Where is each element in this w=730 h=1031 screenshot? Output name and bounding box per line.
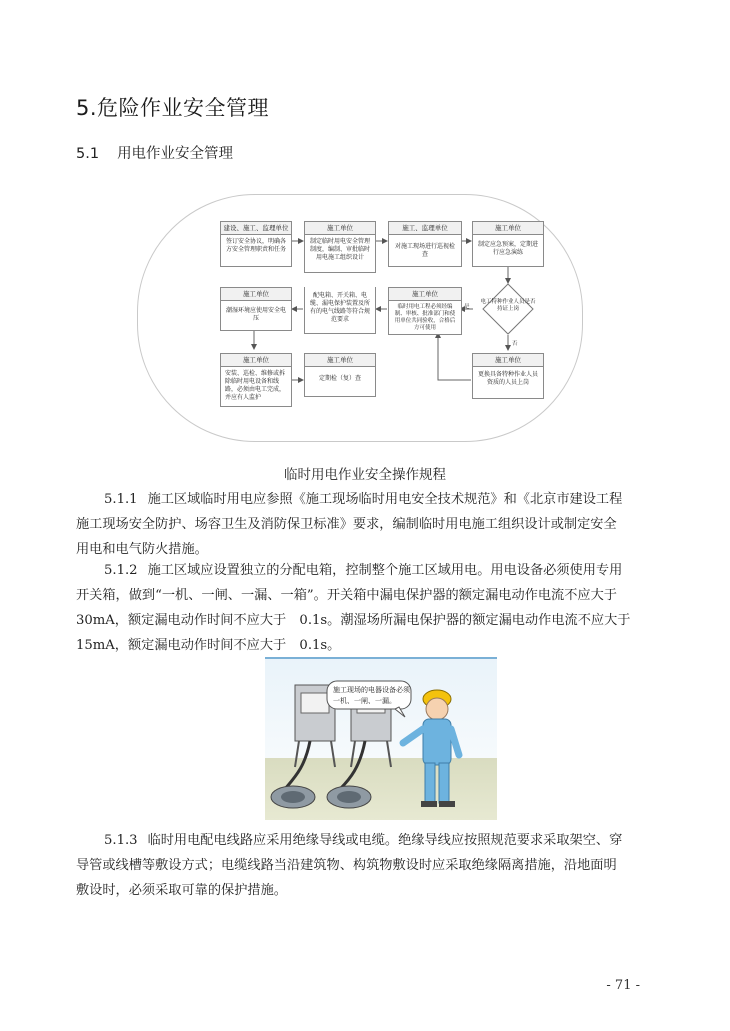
figure-caption: 临时用电作业安全操作规程	[284, 467, 446, 483]
flow-box-4: 施工单位 制定应急预案，定期进行应急演练	[472, 221, 544, 267]
illustration-drawing	[265, 657, 497, 820]
paragraph-number: 5.1.1	[104, 492, 138, 507]
flowchart	[137, 194, 583, 442]
flow-box-9: 施工单位 定期检（复）查	[304, 353, 376, 397]
paragraph-line: 敷设时，必须采取可靠的保护措施。	[76, 883, 287, 898]
decision-no-label: 否	[512, 341, 518, 347]
paragraph-line: 施工区域应设置独立的分配电箱，控制整个施工区域用电。用电设备必须使用专用	[147, 563, 623, 578]
subsection-number: 5.1	[76, 146, 100, 162]
decision-label: 电工特种作业人员是否持证上岗	[480, 299, 536, 312]
worker-figure	[403, 690, 459, 807]
paragraph-line: 15mA，额定漏电动作时间不应大于 0.1s。	[76, 638, 341, 653]
paragraph-5-1-1	[76, 487, 656, 562]
motor-icon	[271, 786, 315, 808]
paragraph-line: 30mA，额定漏电动作时间不应大于 0.1s。潮湿场所漏电保护器的额定漏电动作电流不应大于	[76, 613, 631, 628]
paragraph-line: 导管或线槽等敷设方式；电缆线路当沿建筑物、构筑物敷设时应采取绝缘隔离措施，沿地面明	[76, 858, 617, 873]
paragraph-line: 临时用电配电线路应采用绝缘导线或电缆。绝缘导线应按照规范要求采取架空、穿	[147, 833, 623, 848]
bubble-line: 一机、一闸、一漏。	[333, 697, 396, 705]
illustration	[265, 657, 497, 820]
decision-yes-label: 是	[464, 304, 470, 310]
section-heading: 5.危险作业安全管理	[76, 96, 270, 120]
flow-box-5: 施工单位 潮湿环境应使用安全电压	[220, 287, 292, 331]
paragraph-line: 用电和电气防火措施。	[76, 542, 208, 557]
flow-box-2: 施工单位 制定临时用电安全管理制度，编制、审批临时用电施工组织设计	[304, 221, 376, 273]
subsection-heading	[76, 142, 233, 163]
paragraph-number: 5.1.3	[104, 833, 138, 848]
paragraph-line: 施工现场安全防护、场容卫生及消防保卫标准》要求，编制临时用电施工组织设计或制定安全	[76, 517, 617, 532]
paragraph-line: 开关箱，做到“一机、一闸、一漏、一箱”。开关箱中漏电保护器的额定漏电动作电流不应大于	[76, 588, 617, 603]
paragraph-line: 施工区域临时用电应参照《施工现场临时用电安全技术规范》和《北京市建设工程	[147, 492, 623, 507]
paragraph-number: 5.1.2	[104, 563, 138, 578]
flow-box-1: 建设、施工、监理单位 签订安全协议，明确各方安全管理职责和任务	[220, 221, 292, 267]
flow-box-3: 施工、监理单位 对施工现场进行巡视检查	[388, 221, 462, 267]
bubble-line: 施工现场的电器设备必须	[333, 686, 410, 694]
subsection-title: 用电作业安全管理	[117, 146, 234, 162]
motor-icon	[327, 786, 371, 808]
flow-box-7: 施工单位 临时用电工程必须经编制、审核、批准部门和使用单位共同验收，合格后方可使用	[388, 287, 462, 335]
paragraph-5-1-3	[76, 828, 656, 903]
flow-box-8: 施工单位 安装、巡检、维修或拆除临时用电设备和线路，必须由电工完成，并应有人监护	[220, 353, 292, 407]
page-number: - 71 -	[606, 978, 640, 993]
paragraph-5-1-2	[76, 558, 656, 658]
flow-box-10: 施工单位 更换具备特种作业人员资质的人员上岗	[472, 353, 544, 399]
flow-box-6: 配电箱、开关箱、电缆、漏电保护装置及所有的电气线路等符合规范要求	[304, 287, 376, 334]
